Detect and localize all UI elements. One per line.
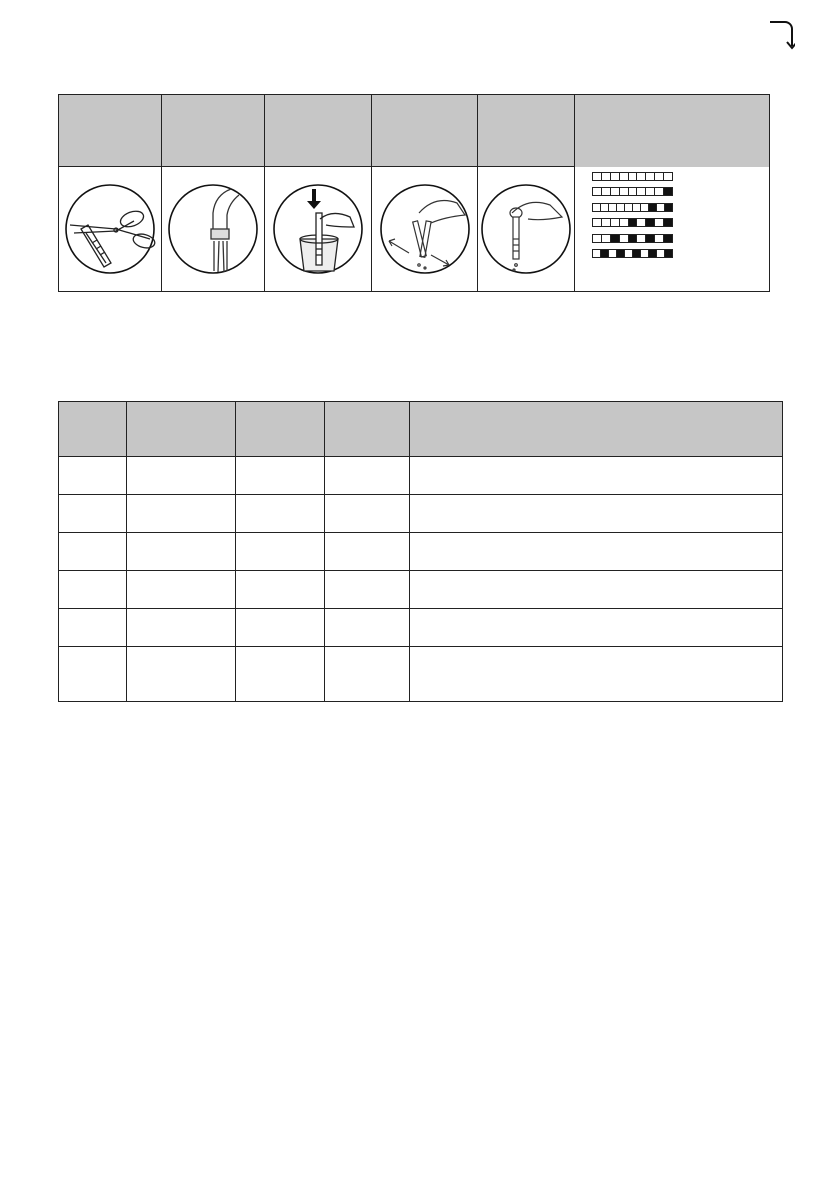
table-row [59, 457, 783, 495]
table-cell [59, 495, 127, 533]
scale-pad [646, 173, 655, 180]
scale-pad [611, 173, 620, 180]
scale-pad [593, 173, 602, 180]
scale-pad [664, 173, 672, 180]
result-header-4 [325, 402, 410, 457]
table-cell [236, 571, 325, 609]
table-cell [59, 609, 127, 647]
scale-pad [665, 250, 672, 257]
scale-pad [646, 235, 655, 242]
step-table-illustration-row [59, 167, 770, 292]
scale-pad [593, 235, 602, 242]
scale-pad [602, 235, 611, 242]
scale-pad [609, 250, 617, 257]
step-header-2 [162, 95, 265, 167]
table-cell [325, 609, 410, 647]
table-cell [410, 495, 783, 533]
step-cell-4 [372, 167, 478, 292]
table-cell [59, 533, 127, 571]
scale-pad [593, 219, 602, 226]
scale-pad [633, 250, 641, 257]
step-header-3 [265, 95, 372, 167]
scale-strip [592, 218, 673, 227]
result-table-header-row [59, 402, 783, 457]
scale-pad [664, 188, 672, 195]
corner-arrow-icon [765, 20, 795, 50]
table-cell [325, 533, 410, 571]
scale-pad [620, 235, 629, 242]
step-cell-2 [162, 167, 265, 292]
result-header-5 [410, 402, 783, 457]
step-header-4 [372, 95, 478, 167]
scale-pad [646, 188, 655, 195]
table-cell [59, 571, 127, 609]
table-cell [410, 533, 783, 571]
table-cell [325, 571, 410, 609]
table-row [59, 495, 783, 533]
scale-strip [592, 187, 673, 196]
table-cell [236, 457, 325, 495]
scale-pad [593, 204, 601, 211]
color-scale-strips-icon [592, 172, 674, 259]
table-cell [127, 647, 236, 702]
scale-pad [601, 250, 609, 257]
step-header-6 [575, 95, 770, 167]
table-cell [236, 533, 325, 571]
step-cell-6 [575, 167, 770, 292]
step-cell-3 [265, 167, 372, 292]
scale-pad [657, 204, 665, 211]
scale-pad [665, 204, 672, 211]
shake-off-strip-icon [379, 183, 471, 275]
scale-pad [602, 188, 611, 195]
scissors-cutting-strip-icon [64, 183, 156, 275]
table-row [59, 609, 783, 647]
scale-strip [592, 234, 673, 243]
dip-strip-in-water-icon [272, 183, 364, 275]
scale-pad [609, 204, 617, 211]
scale-pad [620, 188, 629, 195]
table-row [59, 571, 783, 609]
scale-pad [620, 173, 629, 180]
scale-pad [657, 250, 665, 257]
scale-pad [629, 188, 638, 195]
scale-strip [592, 172, 673, 181]
table-cell [410, 647, 783, 702]
table-cell [325, 647, 410, 702]
scale-pad [601, 204, 609, 211]
scale-pad [655, 219, 664, 226]
result-header-1 [59, 402, 127, 457]
scale-pad [629, 219, 638, 226]
scale-pad [664, 235, 672, 242]
scale-pad [641, 204, 649, 211]
table-cell [410, 609, 783, 647]
scale-pad [637, 188, 646, 195]
table-cell [59, 457, 127, 495]
scale-pad [655, 188, 664, 195]
table-cell [236, 495, 325, 533]
scale-pad [602, 173, 611, 180]
scale-pad [637, 173, 646, 180]
result-table [58, 401, 783, 702]
step-cell-5 [478, 167, 575, 292]
table-cell [410, 571, 783, 609]
scale-pad [655, 235, 664, 242]
result-header-3 [236, 402, 325, 457]
table-cell [236, 609, 325, 647]
faucet-running-water-icon [167, 183, 259, 275]
table-cell [325, 457, 410, 495]
scale-pad [664, 219, 672, 226]
scale-pad [617, 204, 625, 211]
scale-pad [602, 219, 611, 226]
step-table [58, 94, 770, 292]
table-row [59, 647, 783, 702]
table-cell [127, 533, 236, 571]
table-cell [127, 495, 236, 533]
scale-strip [592, 203, 673, 212]
scale-pad [641, 250, 649, 257]
scale-pad [629, 235, 638, 242]
scale-pad [633, 204, 641, 211]
scale-pad [611, 219, 620, 226]
step-header-5 [478, 95, 575, 167]
scale-pad [625, 204, 633, 211]
table-cell [325, 495, 410, 533]
scale-pad [629, 173, 638, 180]
scale-pad [649, 250, 657, 257]
table-row [59, 533, 783, 571]
step-cell-1 [59, 167, 162, 292]
result-header-2 [127, 402, 236, 457]
step-header-1 [59, 95, 162, 167]
scale-pad [593, 250, 601, 257]
scale-strip [592, 249, 673, 258]
scale-pad [593, 188, 602, 195]
scale-pad [625, 250, 633, 257]
scale-pad [611, 235, 620, 242]
read-strip-icon [480, 183, 572, 275]
scale-pad [620, 219, 629, 226]
table-cell [410, 457, 783, 495]
table-cell [127, 457, 236, 495]
table-cell [236, 647, 325, 702]
table-cell [59, 647, 127, 702]
scale-pad [637, 235, 646, 242]
scale-pad [655, 173, 664, 180]
table-cell [127, 609, 236, 647]
step-table-header-row [59, 95, 770, 167]
scale-pad [637, 219, 646, 226]
scale-pad [649, 204, 657, 211]
scale-pad [617, 250, 625, 257]
scale-pad [646, 219, 655, 226]
scale-pad [611, 188, 620, 195]
table-cell [127, 571, 236, 609]
